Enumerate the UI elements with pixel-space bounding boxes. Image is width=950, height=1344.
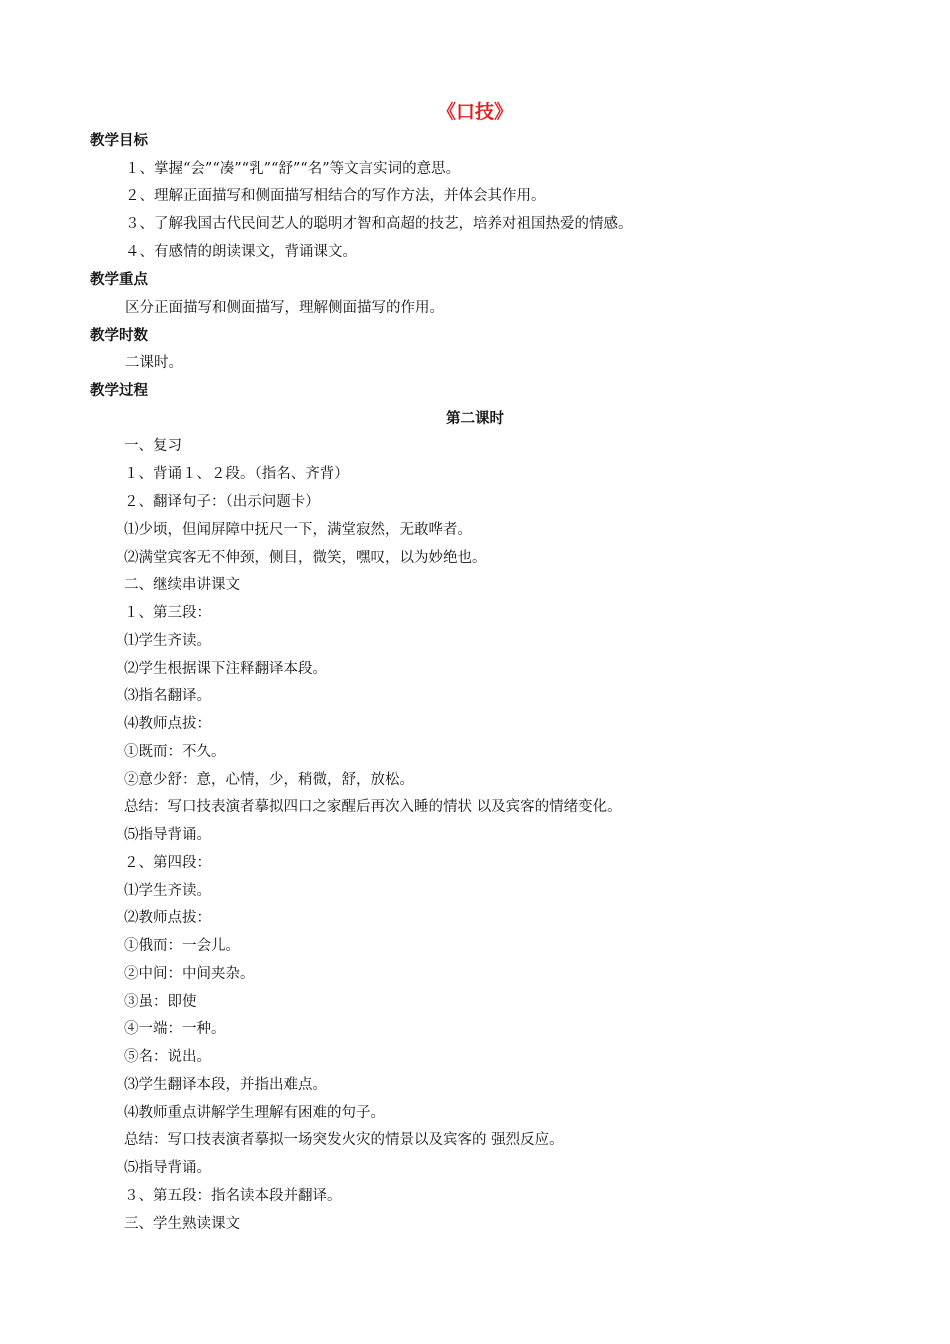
process-line: ①俄而：一会儿。 <box>124 938 240 954</box>
process-line: 总结：写口技表演者摹拟一场突发火灾的情景以及宾客的 强烈反应。 <box>124 1132 564 1148</box>
process-line: ⑴学生齐读。 <box>124 633 211 649</box>
process-line: ⑵满堂宾客无不伸颈，侧目，微笑，嘿叹，以为妙绝也。 <box>124 550 487 566</box>
goal-item-3: ３、了解我国古代民间艺人的聪明才智和高超的技艺，培养对祖国热爱的情感。 <box>125 216 633 232</box>
process-line: ⑶学生翻译本段，并指出难点。 <box>124 1077 327 1093</box>
section-heading-goals: 教学目标 <box>90 133 148 149</box>
process-line: ⑵学生根据课下注释翻译本段。 <box>124 661 327 677</box>
process-line: ⑴学生齐读。 <box>124 883 211 899</box>
process-line: ④一端：一种。 <box>124 1021 226 1037</box>
lesson-title: 第二课时 <box>446 411 504 427</box>
process-line: ②意少舒：意，心情，少，稍微，舒，放松。 <box>124 772 414 788</box>
focus-text: 区分正面描写和侧面描写，理解侧面描写的作用。 <box>125 300 444 316</box>
process-line: ⑸指导背诵。 <box>124 1160 211 1176</box>
process-line: ③虽：即使 <box>124 994 197 1010</box>
process-line: ⑵教师点拔： <box>124 910 211 926</box>
process-line: ⑷教师重点讲解学生理解有困难的句子。 <box>124 1105 385 1121</box>
process-line: ２、翻译句子：（出示问题卡） <box>124 494 320 510</box>
process-line: 三、学生熟读课文 <box>124 1216 240 1232</box>
process-line: ２、第四段： <box>124 855 211 871</box>
process-line: ⑤名：说出。 <box>124 1049 211 1065</box>
document-title: 《口技》 <box>436 101 513 123</box>
process-line: ⑷教师点拔： <box>124 716 211 732</box>
process-line: ⑸指导背诵。 <box>124 827 211 843</box>
process-line: ⑴少顷，但闻屏障中抚尺一下，满堂寂然，无敢哗者。 <box>124 522 472 538</box>
goal-item-1: １、掌握“会”“凑”“乳”“舒”“名”等文言实词的意思。 <box>125 161 461 177</box>
goal-item-4: ４、有感情的朗读课文，背诵课文。 <box>125 244 357 260</box>
process-line: ②中间：中间夹杂。 <box>124 966 255 982</box>
process-line: １、背诵１、２段。（指名、齐背） <box>124 466 349 482</box>
section-heading-focus: 教学重点 <box>90 272 148 288</box>
hours-text: 二课时。 <box>125 355 183 371</box>
process-line: ①既而：不久。 <box>124 744 226 760</box>
process-line: 二、继续串讲课文 <box>124 577 240 593</box>
process-line: ⑶指名翻译。 <box>124 688 211 704</box>
process-line: 总结：写口技表演者摹拟四口之家醒后再次入睡的情状 以及宾客的情绪变化。 <box>124 799 622 815</box>
process-line: １、第三段： <box>124 605 211 621</box>
process-line: ３、第五段：指名读本段并翻译。 <box>124 1188 342 1204</box>
process-line: 一、复习 <box>124 438 182 454</box>
goal-item-2: ２、理解正面描写和侧面描写相结合的写作方法，并体会其作用。 <box>125 188 546 204</box>
section-heading-hours: 教学时数 <box>90 328 148 344</box>
section-heading-process: 教学过程 <box>90 383 148 399</box>
